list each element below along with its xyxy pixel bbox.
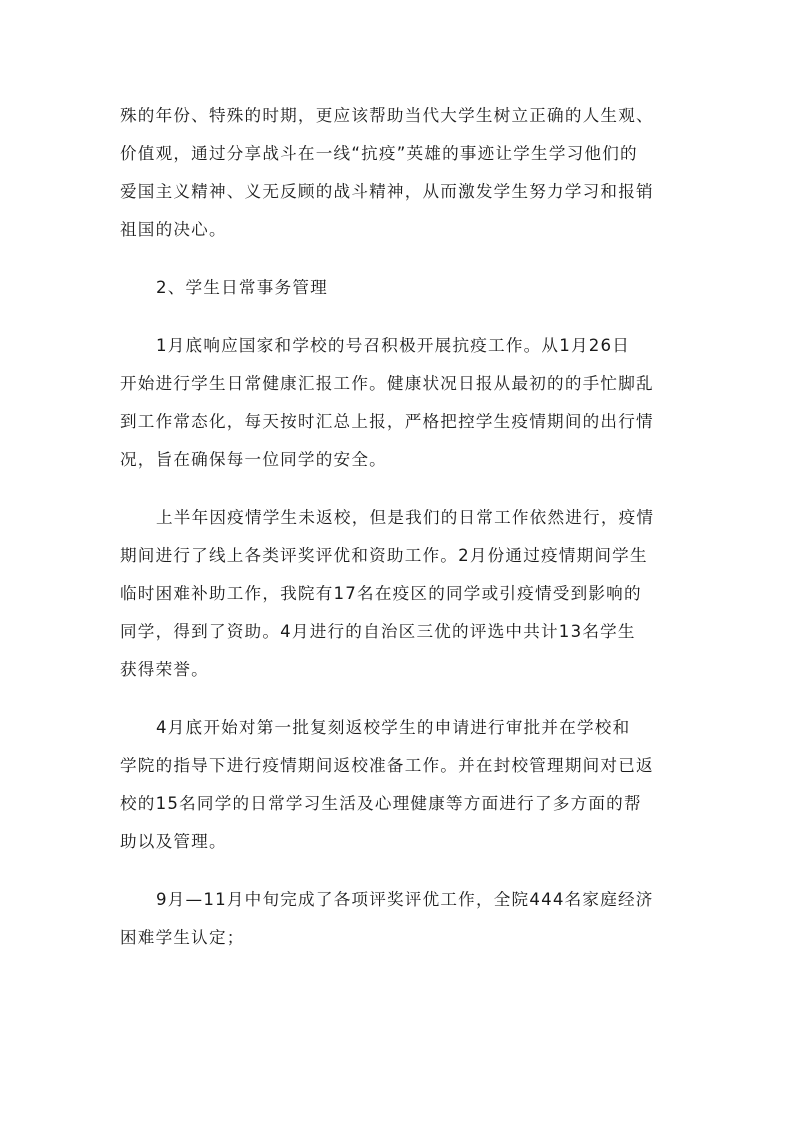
document-body xyxy=(120,97,680,957)
paragraph-awards xyxy=(120,881,680,957)
text-line: 4月底开始对第一批复刻返校学生的申请进行审批并在学校和 xyxy=(156,718,631,737)
paragraph-online-work xyxy=(120,499,680,689)
text-line: 困难学生认定； xyxy=(120,928,245,947)
text-line: 价值观，通过分享战斗在一线“抗疫”英雄的事迹让学生学习他们的 xyxy=(120,144,638,163)
text-line: 1月底响应国家和学校的号召积极开展抗疫工作。从1月26日 xyxy=(156,336,631,355)
text-line: 期间进行了线上各类评奖评优和资助工作。2月份通过疫情期间学生 xyxy=(120,546,648,565)
paragraph-intro-continued xyxy=(120,97,680,249)
text-line: 同学，得到了资助。4月进行的自治区三优的评选中共计13名学生 xyxy=(120,622,636,641)
text-line: 学院的指导下进行疫情期间返校准备工作。并在封校管理期间对已返 xyxy=(120,756,654,775)
paragraph-health-report xyxy=(120,327,680,479)
text-line: 9月—11月中旬完成了各项评奖评优工作，全院444名家庭经济 xyxy=(156,890,654,909)
text-line: 校的15名同学的日常学习生活及心理健康等方面进行了多方面的帮 xyxy=(120,794,642,813)
section-heading xyxy=(120,269,680,307)
text-line: 助以及管理。 xyxy=(120,832,227,851)
text-line: 到工作常态化，每天按时汇总上报，严格把控学生疫情期间的出行情 xyxy=(120,412,654,431)
text-line: 上半年因疫情学生未返校，但是我们的日常工作依然进行，疫情 xyxy=(156,508,655,527)
text-line: 祖国的决心。 xyxy=(120,220,227,239)
section-heading-text: 2、学生日常事务管理 xyxy=(156,278,328,297)
text-line: 开始进行学生日常健康汇报工作。健康状况日报从最初的的手忙脚乱 xyxy=(120,374,654,393)
text-line: 获得荣誉。 xyxy=(120,660,209,679)
paragraph-return-campus xyxy=(120,709,680,861)
text-line: 临时困难补助工作，我院有17名在疫区的同学或引疫情受到影响的 xyxy=(120,584,642,603)
text-line: 爱国主义精神、义无反顾的战斗精神，从而激发学生努力学习和报销 xyxy=(120,182,654,201)
text-line: 况，旨在确保每一位同学的安全。 xyxy=(120,450,387,469)
text-line: 殊的年份、特殊的时期，更应该帮助当代大学生树立正确的人生观、 xyxy=(120,106,654,125)
